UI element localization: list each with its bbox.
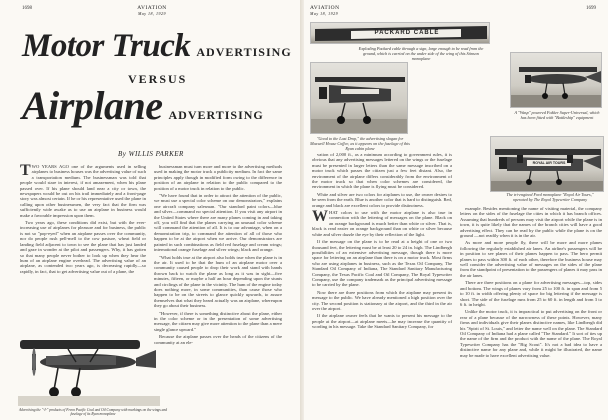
royal-air-tours-sign: ROYAL AIR TOURS	[532, 161, 566, 165]
right-col2-para1: example. Besides mentioning the name of visiting material, the company letters on the sides of the fuselage the cities in which it has branch offices. Assuming that hundreds of persons may visit the airport while the plane is in town, it is quite likely that the names of the branch cities will have a good advertising effect. They can be read by the public while the plane is on the ground —not readily when it is in the air.	[460, 206, 602, 239]
right-column-2	[460, 206, 602, 414]
dropcap-w: W	[312, 208, 328, 226]
fokker-illustration	[511, 53, 602, 108]
ford-trimotor-photo	[490, 136, 604, 192]
right-issue-date: May 18, 1929	[310, 11, 339, 16]
right-col1-para2: White and silver are two colors for airplanes to use, the owner desires to be seen from the earth. Blue is another color that is hard to distinguish. Red, orange and black are excellent colors to provide distinctness.	[312, 191, 452, 208]
maxwell-ryan-photo	[310, 62, 408, 134]
right-page-number: 1699	[586, 6, 596, 11]
ryan-monoplane-photo	[18, 332, 160, 406]
left-col2-para1: businessman must turn more and more to the advertising methods used in making the motor truck a publicity medium. In fact the same principles apply though in modified form owing to the difference in position of an airplane in relation to the public compared to the position of a motor truck in relation to the public.	[154, 164, 282, 191]
left-issue-date: May 18, 1929	[137, 11, 167, 16]
left-page-number: 1698	[22, 6, 32, 11]
caption-packard: Exploding Packard cable through a sign, large enough to be read from the ground, which is carried on the under side of the wing of this Stinson monoplane	[358, 46, 484, 61]
left-column-1	[20, 164, 146, 334]
left-col2-para5: Because the airplane passes over the heads of the citizens of the community at an ele-	[154, 334, 282, 345]
dropcap-t: T	[20, 164, 31, 179]
left-col1-para2: Two years ago, these conditions did exist, but with the ever-increasing use of airplanes for pleasure and for business, the public is not so "pop-eyed" when an airplane passes over the community, nor do people rush pell-mell to the cow pasture, wheat field or landing field adjacent to town to see the plane that has just landed and gaze in wonder at the pilot and passengers. Why, it has gotten so that many people never bother to look up when they hear the hum of an airplane engine overhead. The advertising value of an airplane, as contended two years ago, is decreasing rapidly—so rapidly, in fact, that to get advertising value out of a plane, the	[20, 220, 146, 274]
right-col1-para6: If the airplane owner feels that he wants to present his message to the people at the airport—at airplane meets—he may increase the quantity of wording in his message. Take the Standard Sanitary Company, for	[312, 313, 452, 330]
title-line-2	[22, 82, 264, 129]
right-col1-para3: HAT colors to use with the motor airplane is also true in connection with the lettering of messages on the plane. Black on an orange background is much better than white or silver. That is, black is read easier on orange background than on white or silver because white and silver dazzle the eye by their reflection of the light.	[312, 210, 452, 237]
right-column-1	[312, 152, 452, 414]
left-magazine-name: AVIATION	[137, 5, 167, 11]
right-col1-para1: vation of 2,000 ft., as a minimum according to government rules, it is obvious that any advertising messages lettered on the wings or the fuselage must be presented in larger letters than the same message inscribed on a motor truck which passes the citizen just a few feet distant. Also, the environment of the airplane differs considerably from the environment of the motor truck so that when color schemes are considered, the environment in which the plane is flying must be considered.	[312, 152, 452, 190]
left-col1-para1: WO YEARS AGO one of the arguments used in selling airplanes to business houses was the advertising value of such a transportation medium. The businessman was told that people would stare in interest, if not amazement, when his plane passed over. If his plane should land near a city or town, the newspapers would be out on his trail immediately and a front-page story was almost certain. If he or his representative used the plane in calling upon other businessmen, the very fact that the firm was sufficiently wide awake as to use an airplane in business would make a favorable impression upon them.	[20, 164, 146, 218]
title-versus: VERSUS	[128, 72, 188, 86]
right-col2-para2: As more and more people fly, there will be more and more planes following the regularly established air lanes. An airline's passengers will be in position to see planes of their planes happen to pass. The hero permit planes to pass within 300 ft. of each other, therefore the business house may well consider the advertising value of messages on the sides of the plane from the standpoint of presentation to the passengers of planes it may pass in the air lanes.	[460, 240, 602, 278]
left-photo-caption: Advertising the "-I-" products of Freon Pacific Coal and Oil Company with markings on the wings and fuselage of its Ryan monoplane	[18, 408, 168, 417]
left-col2-para2: "We have found that in order to attract the attention of the public, we must use a special color scheme on our demonstrators," explains one aircraft company salesman. "Our standard paint colors—blue and silver—command no special attention. If you visit any airport in the United States where there are many planes coming in and taking off, you will find that the planes carrying an unusual color scheme will command the attention of all. It is to our advantage, when on a demonstration trip, to command the attention of all of those who happen to be at the airport when we arrive. Our demonstrators are painted in such combinations as field red fuselage and cream wings; international orange fuselage and silver wings; black and orange.	[154, 193, 282, 253]
right-col1-para5: Now there are three positions from which the airplane may present its message to the public. We have already mentioned a high position over the city. The second position is stationary at the airport, and the third in the air over the airport.	[312, 289, 452, 311]
left-page	[0, 0, 300, 420]
left-col2-para4: "However, if there is something distinctive about the plane, either in the color scheme or in the presentation of some advertising message, the citizen may give more attention to the plane than a mere single glance upward."	[154, 310, 282, 332]
right-page	[304, 0, 608, 420]
right-magazine-header	[310, 5, 390, 16]
right-col2-para4: Unlike the motor truck, it is impractical to put advertising on the front or rear of a plane because of the narrowness of these points. However, many firms and individuals give their planes distinctive names, like Lindbergh did his "Spirit of St. Louis," and letter the name well on the plane. The Standard Oil Company of Indiana had a plane called "The Standard." It sort of ties up the name of the firm and the product with the name of the plane. The Royal Typewriter Company has the "Big Scout". It's not a bad idea to have a distinctive name for any plane and, while it might be illustrated, the name may be made to have excellent advertising value.	[460, 309, 602, 358]
title-line-1	[22, 28, 292, 65]
title-advertising-1: ADVERTISING	[196, 45, 292, 59]
title-advertising-2: ADVERTISING	[168, 108, 264, 122]
right-col2-para3: There are three positions on a plane for advertising messages—top, sides and bottom. The wings of planes vary from 25 to 100 ft. in span and from 5 to 10 ft. in width offering plenty of space for big lettering if the message is short. The side of the fuselage runs from 25 to 60 ft. in length and from 3 to 6 ft. in height.	[460, 280, 602, 307]
monoplane-illustration	[18, 332, 160, 406]
left-column-2	[154, 164, 282, 414]
title-motor-truck: Motor Truck	[22, 28, 191, 64]
right-col1-para4: If the message on the plane is to be read at a height of one or two thousand feet, the lettering must be at least 20 to 24 in. high. The Lindbergh possibilities of an extensive advertising message, though there is more space for lettering on an airplane than there is on a motor truck. Most firms who are using airplanes in business, such as the Texas Oil Company, The Standard Oil Company of Indiana, The Standard Sanitary Manufacturing Company, the Texas Pacific Coal and Oil Company, The Royal Typewriter Company, use the company trademark as the principal advertising message to be carried by the plane.	[312, 239, 452, 288]
packard-cable-photo	[310, 22, 490, 44]
ryan-cabin-illustration	[311, 63, 408, 134]
left-magazine-header	[112, 5, 192, 16]
title-airplane: Airplane	[22, 83, 163, 128]
right-magazine-name: AVIATION	[310, 5, 340, 11]
caption-maxwell: "Good to the Last Drop," the advertising slogan for Maxwell House Coffee, as it appears on the fuselage of this Ryan cabin plane	[310, 136, 410, 151]
packard-banner-text: PACKARD CABLE	[374, 30, 440, 36]
left-col2-para3: "What holds true at the airport also holds true when the plane is in the air. It used to be that the hum of an airplane motor over a community caused people to drop their work and stand with hands thrown back to watch the plane as long as it was in sight—five minutes, fifteen, or maybe a half an hour depending upon the stunts and circlings of the plane in the vicinity. The hum of the engine today does nothing more, in some communities, than cause those who happen to be on the streets to glance quickly upwards, to assure themselves that what they heard actually was an airplane, whereupon they go about their business.	[154, 254, 282, 309]
caption-ford: The tri-engined Ford monoplane "Royal Air Tours," operated by The Royal Typewriter Company	[506, 192, 594, 202]
byline: By WILLIS PARKER	[118, 150, 184, 158]
caption-fokker: A "Wasp" powered Fokker Super-Universal, which has been fitted with "Battleship" equipment	[514, 110, 600, 120]
fokker-photo	[510, 52, 602, 108]
